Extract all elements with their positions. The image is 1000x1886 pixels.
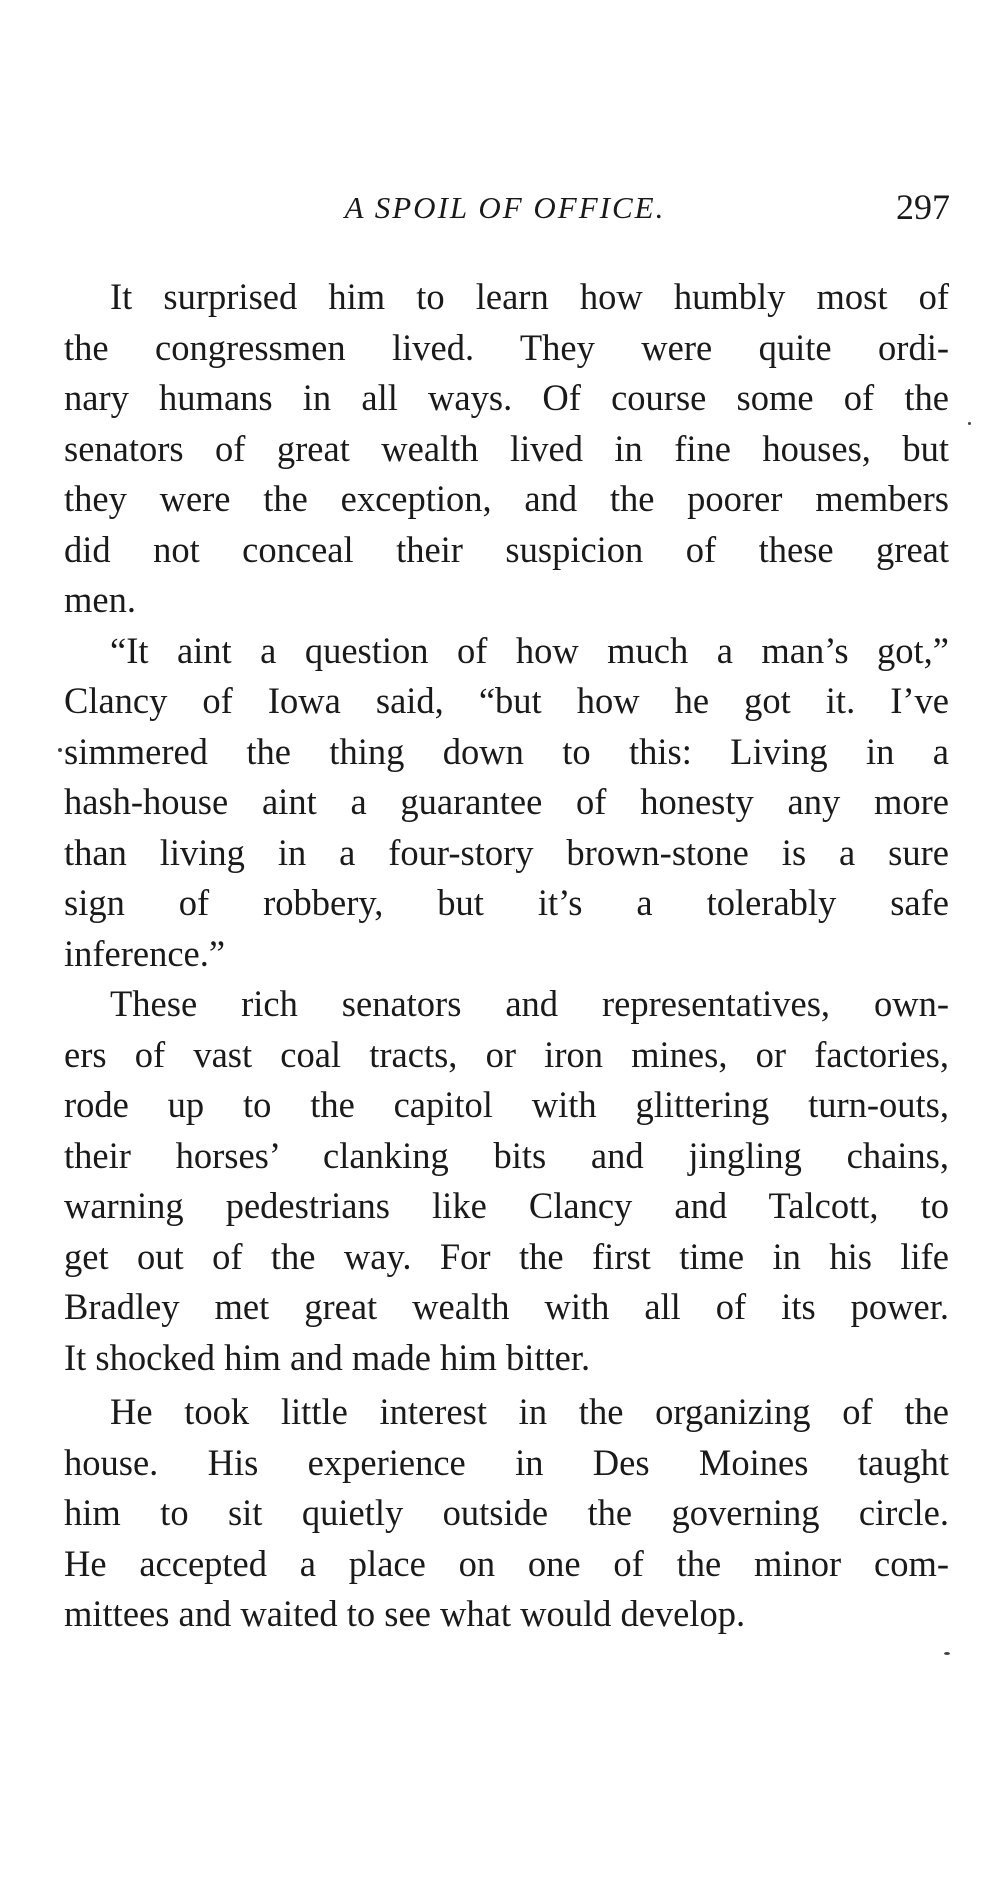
text-line: senators of great wealth lived in fine houses, but (64, 427, 949, 469)
text-line: “It aint a question of how much a man’s got,” (110, 629, 949, 671)
text-line: house. His experience in Des Moines taught (64, 1441, 949, 1483)
text-line: It surprised him to learn how humbly most of (110, 276, 949, 317)
text-line: nary humans in all ways. Of course some of the (64, 377, 949, 418)
text-line: These rich senators and representatives, own- (110, 983, 949, 1024)
text-line: their horses’ clanking bits and jingling chains, (64, 1134, 949, 1176)
print-speck (944, 1652, 950, 1655)
text-line: than living in a four-story brown-stone is a sure (64, 831, 949, 873)
text-line: He took little interest in the organizing of the (110, 1391, 949, 1432)
text-line: He accepted a place on one of the minor com- (64, 1542, 949, 1584)
print-speck (968, 422, 971, 425)
text-line: the congressmen lived. They were quite ordi- (64, 326, 949, 368)
text-line: ers of vast coal tracts, or iron mines, or factories, (64, 1033, 949, 1075)
text-line: warning pedestrians like Clancy and Talcott, to (64, 1185, 949, 1226)
body-text (64, 272, 949, 1640)
text-line: inference.” (64, 932, 226, 974)
text-line: hash-house aint a guarantee of honesty any more (64, 781, 949, 822)
running-head (60, 186, 950, 236)
text-line: did not conceal their suspicion of these great (64, 528, 949, 570)
text-line: mittees and waited to see what would develop. (64, 1593, 746, 1634)
text-line: they were the exception, and the poorer members (64, 478, 949, 519)
page-number: 297 (896, 187, 950, 227)
text-line: get out of the way. For the first time in his life (64, 1235, 949, 1277)
text-line: men. (64, 579, 136, 620)
text-line: Clancy of Iowa said, “but how he got it. I’ve (64, 680, 949, 721)
running-title: A SPOIL OF OFFICE. (344, 190, 666, 225)
text-line: sign of robbery, but it’s a tolerably safe (64, 882, 949, 923)
text-line: simmered the thing down to this: Living in a (64, 730, 949, 772)
text-line: It shocked him and made him bitter. (64, 1336, 591, 1378)
text-line: rode up to the capitol with glittering turn-outs, (64, 1084, 949, 1125)
print-speck (58, 748, 62, 752)
text-line: Bradley met great wealth with all of its power. (64, 1286, 949, 1327)
text-line: him to sit quietly outside the governing circle. (64, 1492, 949, 1533)
